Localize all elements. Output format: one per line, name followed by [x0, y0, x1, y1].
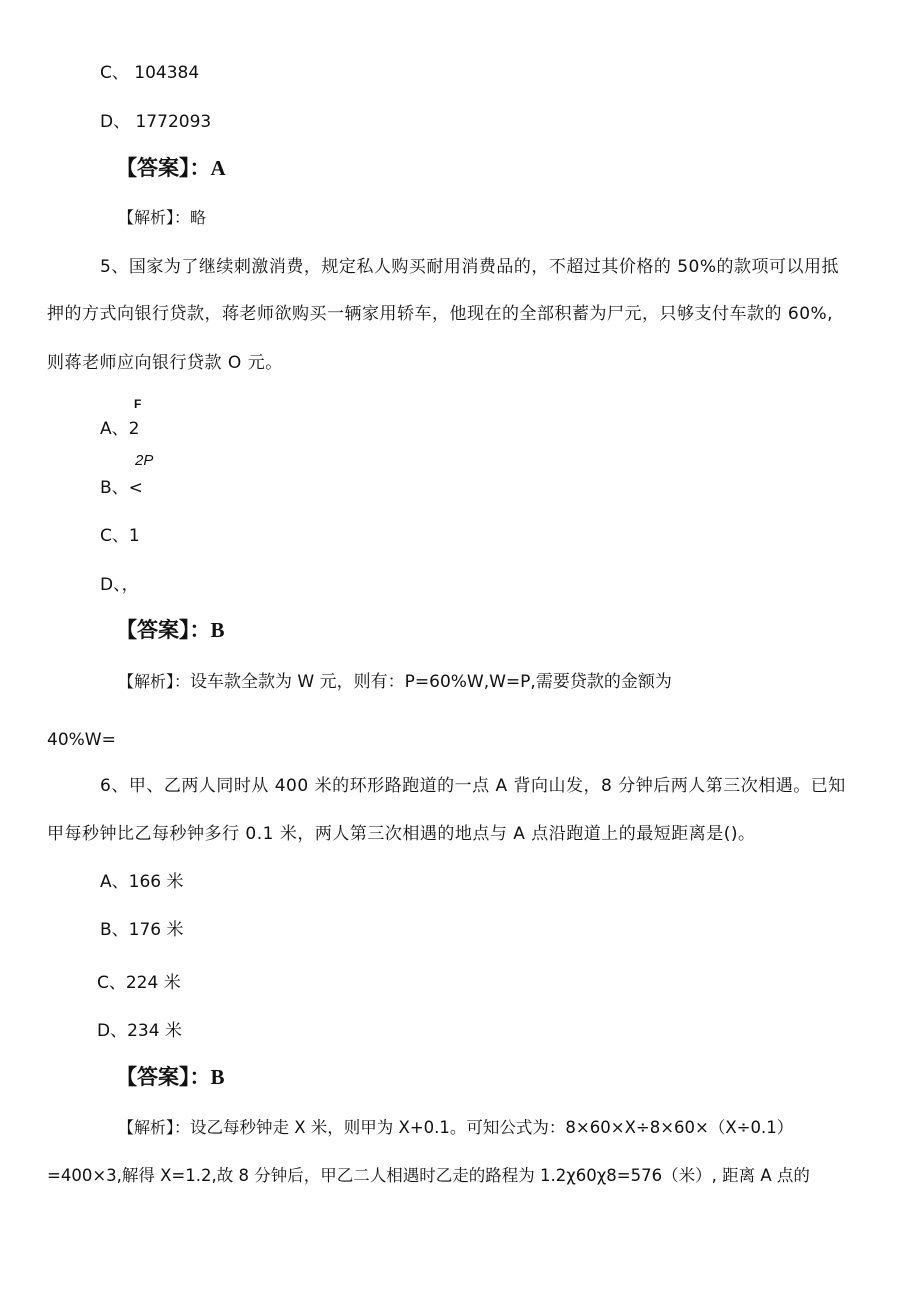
- q5-stem-line-3: 则蒋老师应向银行贷款 O 元。: [47, 353, 283, 373]
- q5-stem-line-1: 5、国家为了继续刺激消费，规定私人购买耐用消费品的，不超过其价格的 50%的款项可以用抵: [100, 257, 840, 277]
- q6-explanation-line-1: [118, 1117, 793, 1139]
- q6-option-b: B、176 米: [100, 920, 184, 940]
- q5-option-d: D、，: [100, 575, 139, 595]
- answer-value: A: [210, 156, 226, 180]
- q5-option-c: C、1: [100, 526, 140, 546]
- q5-option-a: A、2: [100, 419, 140, 439]
- answer-value: B: [210, 1065, 225, 1089]
- q6-option-c: C、224 米: [97, 973, 181, 993]
- q6-explanation-line-2: =400×3,解得 X=1.2,故 8 分钟后，甲乙二人相遇时乙走的路程为 1.2χ60χ8=576（米）, 距离 A 点的: [47, 1166, 810, 1185]
- q5-option-b: B、<: [100, 478, 143, 498]
- answer-label: 【答案】：: [116, 617, 211, 642]
- answer-value: B: [210, 618, 225, 642]
- explanation-text: 设车款全款为 W 元，则有：P=60%W,W=P,需要贷款的金额为: [190, 672, 672, 692]
- q6-answer: [116, 1066, 225, 1088]
- q4-option-d: D、 1772093: [100, 112, 212, 132]
- explanation-label: 【解析】：: [118, 672, 191, 691]
- q6-option-a: A、166 米: [100, 872, 184, 892]
- q5-option-a-superscript: F: [134, 397, 142, 411]
- answer-label: 【答案】：: [116, 155, 211, 180]
- q6-stem-line-2: 甲每秒钟比乙每秒钟多行 0.1 米，两人第三次相遇的地点与 A 点沿跑道上的最短距离是()。: [47, 824, 756, 844]
- q4-explanation: [118, 207, 206, 229]
- q5-explanation-line-2: 40%W=: [47, 730, 116, 750]
- q5-option-b-superscript: 2P: [135, 452, 154, 469]
- q5-explanation-line-1: [118, 671, 672, 693]
- explanation-label: 【解析】：: [118, 208, 191, 227]
- explanation-text: 设乙每秒钟走 X 米，则甲为 X+0.1。可知公式为：8×60×X÷8×60×（X÷0.1）: [190, 1118, 794, 1137]
- q4-answer: [116, 157, 226, 179]
- q6-stem-line-1: 6、甲、乙两人同时从 400 米的环形路跑道的一点 A 背向山发，8 分钟后两人第三次相遇。已知: [100, 776, 846, 796]
- q4-option-c: C、 104384: [100, 63, 200, 83]
- explanation-text: 略: [190, 208, 207, 227]
- q5-stem-line-2: 押的方式向银行贷款，蒋老师欲购买一辆家用轿车，他现在的全部积蓄为尸元，只够支付车款的 60%,: [47, 304, 834, 324]
- answer-label: 【答案】：: [116, 1064, 211, 1089]
- q5-answer: [116, 619, 225, 641]
- explanation-label: 【解析】：: [118, 1118, 191, 1137]
- q6-option-d: D、234 米: [97, 1021, 182, 1041]
